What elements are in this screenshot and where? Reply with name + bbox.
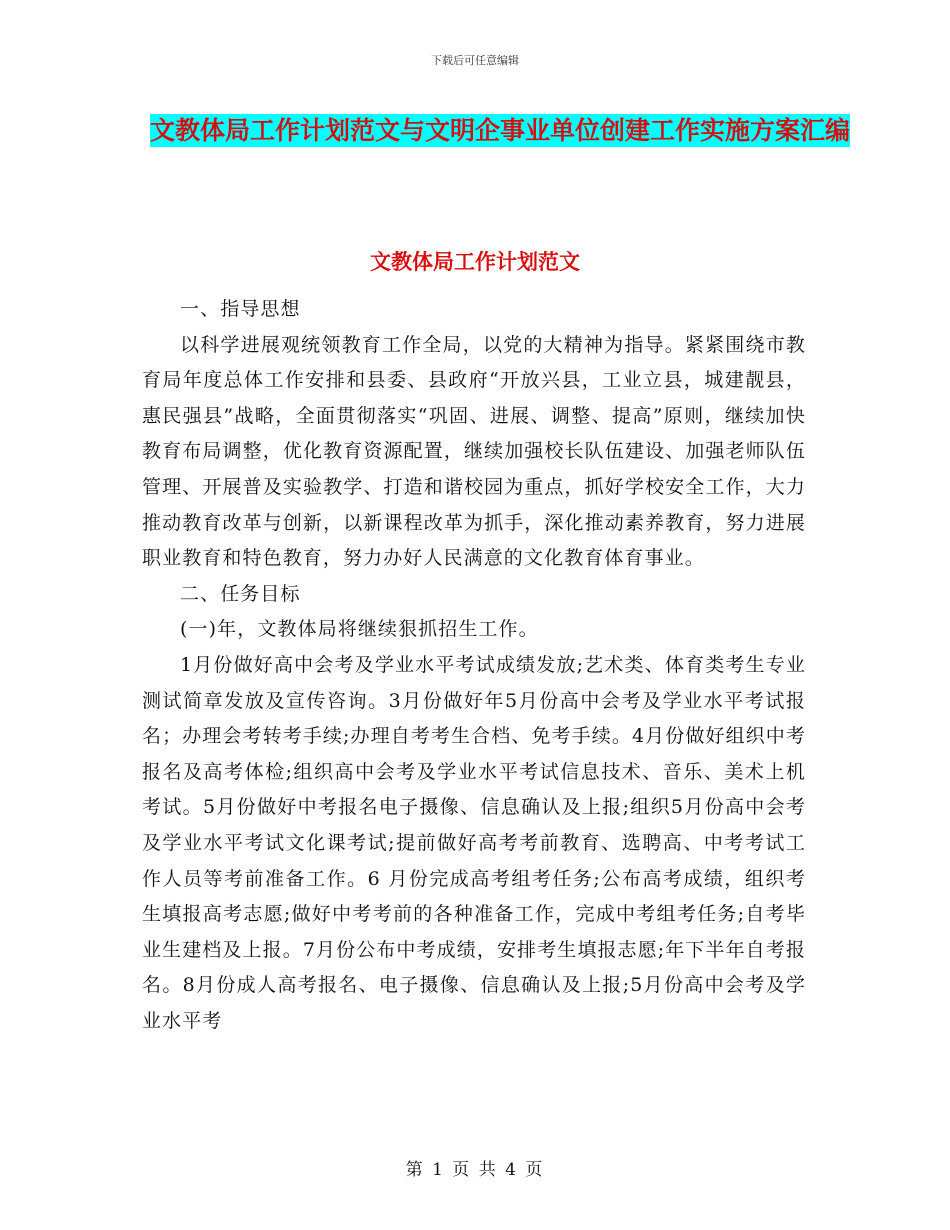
subheading-enrollment: (一)年，文教体局将继续狠抓招生工作。 — [180, 618, 539, 641]
document-title-text: 文教体局工作计划范文与文明企事业单位创建工作实施方案汇编 — [150, 116, 851, 145]
document-title — [150, 106, 850, 156]
page-number: 第 1 页 共 4 页 — [405, 1160, 545, 1180]
heading-guiding-thought: 一、指导思想 — [180, 298, 301, 320]
heading-task-goals: 二、任务目标 — [180, 582, 301, 605]
section-title: 文教体局工作计划范文 — [370, 250, 580, 274]
document-body — [142, 292, 806, 1039]
paragraph-enrollment-schedule: 1月份做好高中会考及学业水平考试成绩发放;艺术类、体育类考生专业测试简章发放及宣传咨询。3月份做好年5月份高中会考及学业水平考试报名；办理会考转考手续;办理自考考生合档、免考手续。4月份做好组织中考报名及高考体检;组织高中会考及学业水平考试信息技术、音乐、美术上机考试。5月份做好中考报名电子摄像、信息确认及上报;组织5月份高中会考及学业水平考试文化课考试;提前做好高考考前教育、选聘高、中考考试工作人员等考前准备工作。6 月份完成高考组考任务;公布高考成绩，组织考生填报高考志愿;做好中考考前的各种准备工作，完成中考组考任务;自考毕业生建档及上报。7月份公布中考成绩，安排考生填报志愿;年下半年自考报名。8月份成人高考报名、电子摄像、信息确认及上报;5月份高中会考及学业水平考 — [142, 653, 806, 1032]
paragraph-guiding-thought: 以科学进展观统领教育工作全局，以党的大精神为指导。紧紧围绕市教育局年度总体工作安排和县委、县政府“开放兴县，工业立县，城建靓县，惠民强县”战略，全面贯彻落实“巩固、进展、调整、提高”原则，继续加快教育布局调整，优化教育资源配置，继续加强校长队伍建设、加强老师队伍管理、开展普及实验教学、打造和谐校园为重点，抓好学校安全工作，大力推动教育改革与创新，以新课程改革为抓手，深化推动素养教育，努力进展职业教育和特色教育，努力办好人民满意的文化教育体育事业。 — [142, 333, 806, 570]
page-header-note: 下载后可任意编辑 — [431, 54, 519, 67]
